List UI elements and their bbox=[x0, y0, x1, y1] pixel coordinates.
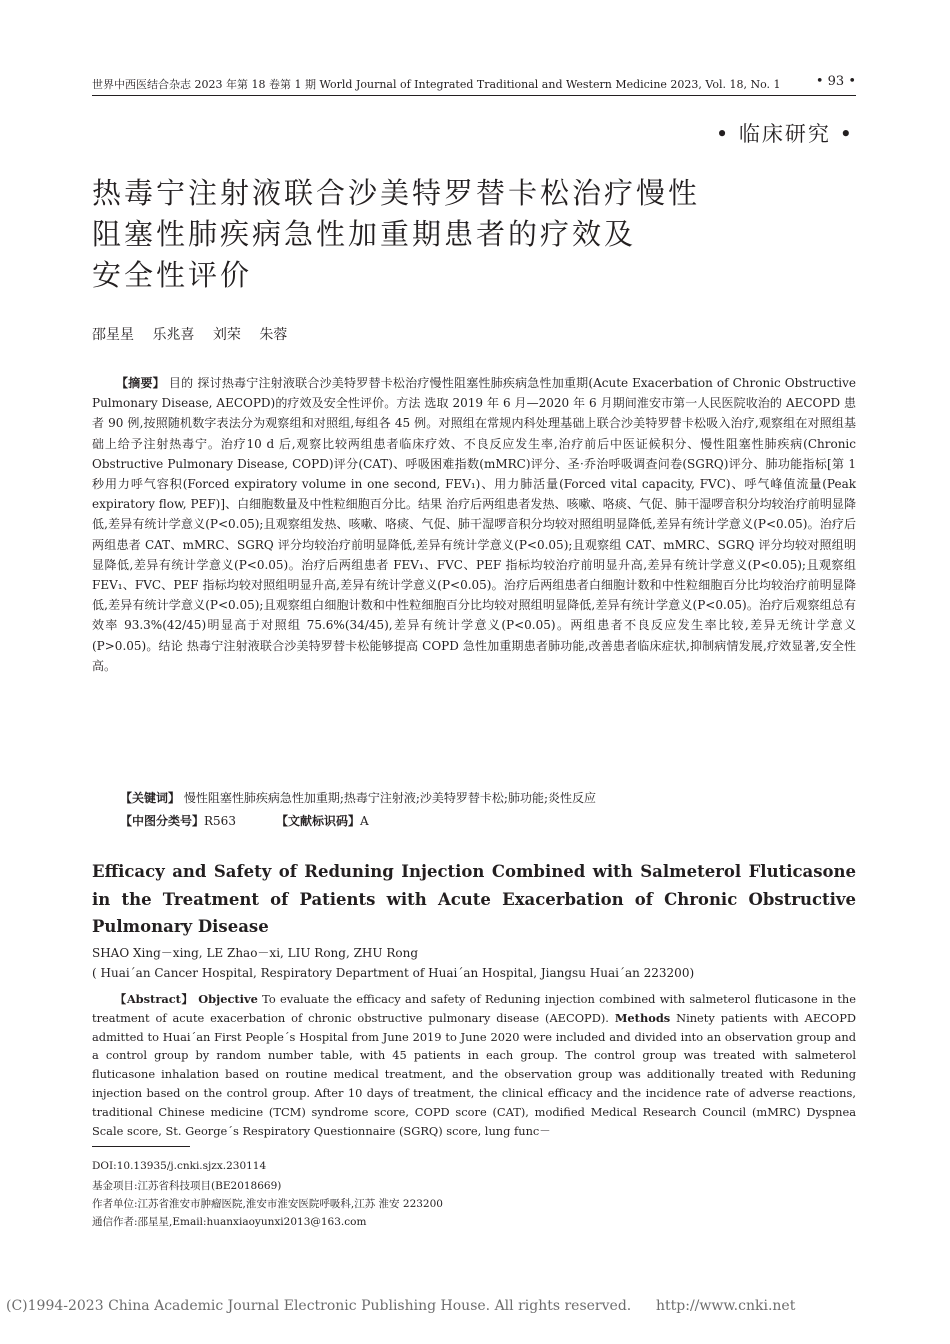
objective-text: To evaluate the efficacy and safety of Reduning injection combined with salmeterol fluticasone in the treatment of acute exacerbation of chronic obstructive pulmonary disease (AECOPD). bbox=[92, 992, 856, 1025]
footnote-rule bbox=[92, 1146, 190, 1147]
author-list: 邵星星 乐兆喜 刘荣 朱蓉 bbox=[92, 327, 288, 343]
objective-label: Objective bbox=[193, 992, 258, 1006]
clc-value: R563 bbox=[204, 814, 236, 828]
methods-text: Ninety patients with AECOPD admitted to Huai´an First People´s Hospital from June 2019 to June 2020 were included and divided into an observation group and a control group by random number table, with 45 patients in each group. The control group was treated with salmeterol fluticasone inhalation based on routine medical treatment, and the observation group was additionally treated with Reduning injection based on the control group. After 10 days of treatment, the clinical efficacy and the incidence rate of adverse reactions, traditional Chinese medicine (TCM) syndrome score, COPD score (CAT), modified Medical Research Council (mMRC) Dyspnea Scale score, St. George´s Respiratory Questionnaire (SGRQ) score, lung func－ bbox=[92, 1010, 857, 1138]
english-affiliation: ( Huai´an Cancer Hospital, Respiratory Department of Huai´an Hospital, Jiangsu Huai´an 223200) bbox=[92, 966, 695, 980]
footnote-fund: 基金项目:江苏省科技项目(BE2018669) bbox=[92, 1180, 282, 1192]
footnote-affiliation: 作者单位:江苏省淮安市肿瘤医院,淮安市淮安医院呼吸科,江苏 淮安 223200 bbox=[92, 1198, 443, 1210]
header-rule bbox=[92, 95, 856, 96]
running-header bbox=[92, 76, 856, 92]
english-title: Efficacy and Safety of Reduning Injection Combined with Salmeterol Fluticasone in the Treatment of Patients with Acute Exacerbation of Chronic Obstructive Pulmonary Disease bbox=[92, 862, 856, 936]
methods-label: Methods bbox=[614, 1010, 671, 1025]
page-number: • 93 • bbox=[815, 74, 856, 89]
doc-code-label: 【文献标识码】 bbox=[275, 814, 360, 828]
article-title bbox=[92, 173, 812, 296]
section-label: • 临床研究 • bbox=[715, 122, 854, 146]
footnote-doi: DOI:10.13935/j.cnki.sjzx.230114 bbox=[92, 1160, 267, 1172]
title-line: 安全性评价 bbox=[92, 258, 253, 292]
doc-code-value: A bbox=[359, 814, 369, 828]
keywords-label: 【关键词】 bbox=[120, 791, 181, 805]
clc-label: 【中图分类号】 bbox=[120, 814, 205, 828]
keywords bbox=[120, 789, 596, 806]
keywords-text: 慢性阻塞性肺疾病急性加重期;热毒宁注射液;沙美特罗替卡松;肺功能;炎性反应 bbox=[180, 791, 597, 805]
english-abstract bbox=[92, 990, 856, 1140]
english-authors: SHAO Xing－xing, LE Zhao－xi, LIU Rong, ZHU Rong bbox=[92, 946, 418, 960]
title-line: 热毒宁注射液联合沙美特罗替卡松治疗慢性 bbox=[92, 176, 701, 210]
title-line: 阻塞性肺疾病急性加重期患者的疗效及 bbox=[92, 217, 637, 251]
copyright-line bbox=[6, 1298, 796, 1314]
classification bbox=[120, 812, 369, 829]
running-head-text: 世界中西医结合杂志 2023 年第 18 卷第 1 期 World Journal of Integrated Traditional and Western Medicine 2023, Vol. 18, No. 1 bbox=[92, 78, 781, 91]
abstract-label: 【摘要】 bbox=[116, 376, 165, 390]
footnote-correspondence: 通信作者:邵星星,Email:huanxiaoyunxi2013@163.com bbox=[92, 1216, 367, 1228]
cnki-link[interactable]: http://www.cnki.net bbox=[656, 1298, 796, 1314]
english-abstract-label: 【Abstract】 bbox=[114, 992, 194, 1006]
copyright-text: (C)1994-2023 China Academic Journal Electronic Publishing House. All rights reserved. bbox=[6, 1298, 632, 1314]
chinese-abstract bbox=[92, 373, 856, 676]
abstract-text: 目的 探讨热毒宁注射液联合沙美特罗替卡松治疗慢性阻塞性肺疾病急性加重期(Acute Exacerbation of Chronic Obstructive Pulmonary Disease, AECOPD)的疗效及安全性评价。方法 选取 2019 年 6 月—2020 年 6 月期间淮安市第一人民医院收治的 AECOPD 患者 90 例,按照随机数字表法分为观察组和对照组,每组各 45 例。对照组在常规内科处理基础上联合沙美特罗替卡松吸入治疗,观察组在对照组基础上给予注射热毒宁。治疗10 d 后,观察比较两组患者临床疗效、不良反应发生率,治疗前后中医证候积分、慢性阻塞性肺疾病(Chronic Obstructive Pulmonary Disease, COPD)评分(CAT)、呼吸困难指数(mMRC)评分、圣·乔治呼吸调查问卷(SGRQ)评分、肺功能指标[第 1 秒用力呼气容积(Forced expiratory volume in one second, FEV₁)、用力肺活量(Forced vital capacity, FVC)、呼气峰值流量(Peak expiratory flow, PEF)]、白细胞数量及中性粒细胞百分比。结果 治疗后两组患者发热、咳嗽、咯痰、气促、肺干湿啰音积分均较治疗前明显降低,差异有统计学意义(P<0.05);且观察组发热、咳嗽、咯痰、气促、肺干湿啰音积分均较对照组明显降低,差异有统计学意义(P<0.05)。治疗后两组患者 CAT、mMRC、SGRQ 评分均较治疗前明显降低,差异有统计学意义(P<0.05);且观察组 CAT、mMRC、SGRQ 评分均较对照组明显降低,差异有统计学意义(P<0.05)。治疗后两组患者 FEV₁、FVC、PEF 指标均较治疗前明显升高,差异有统计学意义(P<0.05);且观察组 FEV₁、FVC、PEF 指标均较对照组明显升高,差异有统计学意义(P<0.05)。治疗后两组患者白细胞计数和中性粒细胞百分比均较治疗前明显降低,差异有统计学意义(P<0.05);且观察组白细胞计数和中性粒细胞百分比均较对照组明显降低,差异有统计学意义(P<0.05)。治疗后观察组总有效率 93.3%(42/45)明显高于对照组 75.6%(34/45),差异有统计学意义(P<0.05)。两组患者不良反应发生率比较,差异无统计学意义(P>0.05)。结论 热毒宁注射液联合沙美特罗替卡松能够提高 COPD 急性加重期患者肺功能,改善患者临床症状,抑制病情发展,疗效显著,安全性高。 bbox=[92, 376, 856, 673]
